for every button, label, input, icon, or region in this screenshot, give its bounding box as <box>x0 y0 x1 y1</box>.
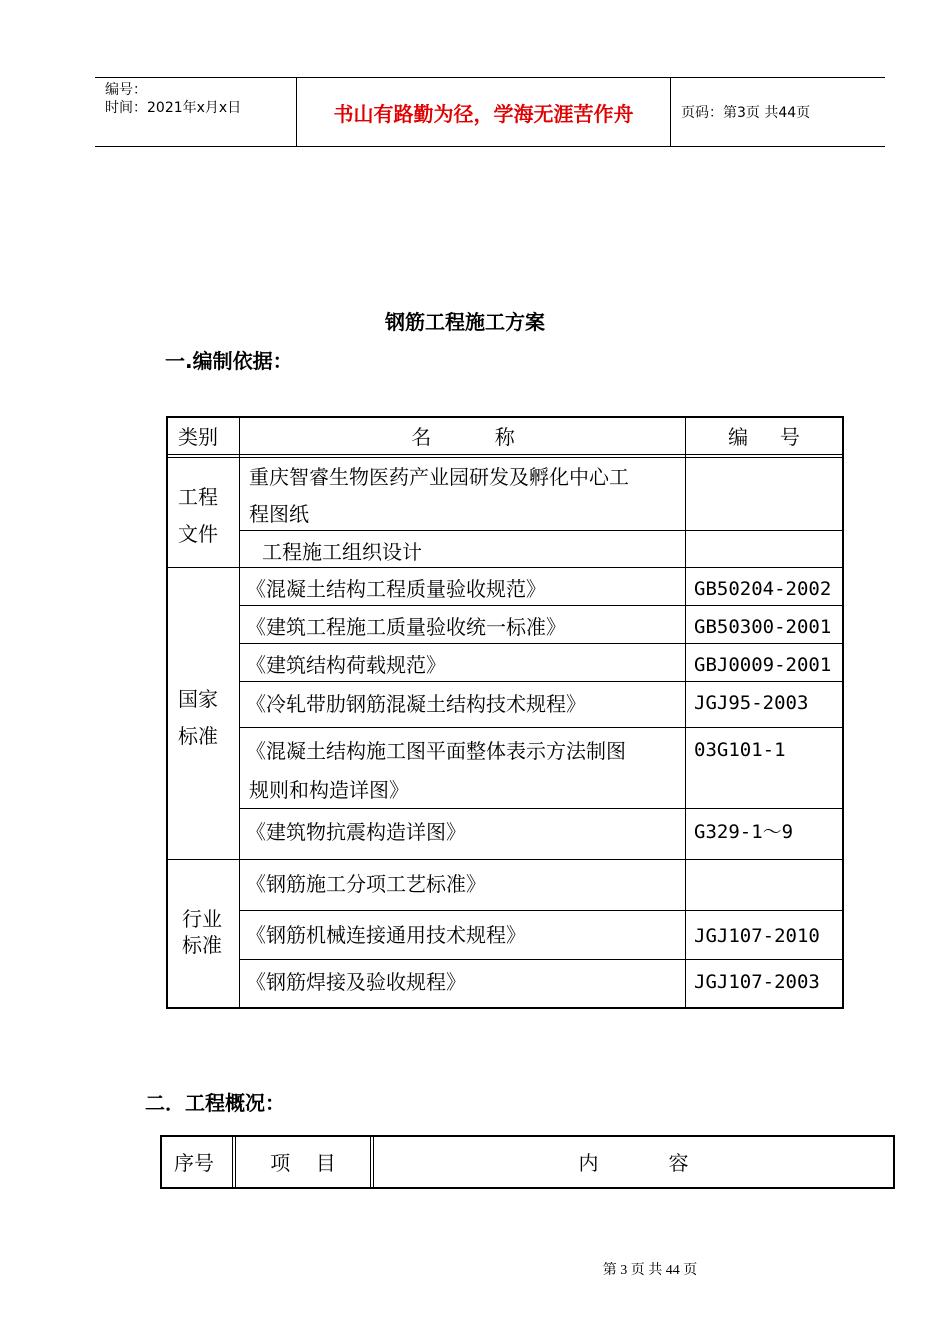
row-code: JGJ95-2003 <box>694 692 809 714</box>
row-name: 《钢筋焊接及验收规程》 <box>246 970 466 994</box>
table-divider <box>685 418 686 1007</box>
row-code: GB50204-2002 <box>694 578 832 600</box>
motto-text: 书山有路勤为径，学海无涯苦作舟 <box>333 101 634 126</box>
row-name: 《钢筋机械连接通用技术规程》 <box>246 923 526 947</box>
row-name: 工程施工组织设计 <box>262 540 422 564</box>
header-motto-cell <box>297 78 671 146</box>
row-name: 规则和构造详图》 <box>249 778 409 802</box>
row-code: JGJ107-2010 <box>694 925 820 947</box>
row-name: 《混凝土结构工程质量验收规范》 <box>246 577 546 601</box>
document-time-label: 时间：2021年x月x日 <box>105 100 242 116</box>
table-divider <box>240 959 842 960</box>
overview-header-item: 项 目 <box>270 1151 336 1175</box>
section2-heading: 二．工程概况： <box>145 1091 285 1115</box>
table-divider <box>240 910 842 911</box>
header-meta-cell <box>95 78 297 146</box>
header-category: 类别 <box>178 425 218 449</box>
row-code: 03G101-1 <box>694 739 786 761</box>
document-number-label: 编号： <box>105 82 147 98</box>
row-name: 《建筑工程施工质量验收统一标准》 <box>246 615 566 639</box>
header-page-info: 页码：第3页 共44页 <box>681 105 811 121</box>
category-label: 文件 <box>178 522 218 546</box>
row-code: G329-1～9 <box>694 821 794 843</box>
category-label: 工程 <box>178 485 218 509</box>
overview-header-content: 内 容 <box>578 1151 689 1175</box>
row-code: GBJ0009-2001 <box>694 654 832 676</box>
page-footer <box>0 1259 950 1279</box>
table-divider <box>239 418 240 1007</box>
footer-page-number: 第 3 页 共 44 页 <box>602 1263 698 1278</box>
header-name: 名 称 <box>411 425 515 449</box>
category-label: 标准 <box>178 724 218 748</box>
overview-table <box>160 1135 895 1189</box>
page-header <box>95 77 885 147</box>
table-divider <box>168 859 842 860</box>
row-name: 《钢筋施工分项工艺标准》 <box>246 872 486 896</box>
document-title: 钢筋工程施工方案 <box>385 310 545 334</box>
header-code: 编 号 <box>728 425 800 449</box>
category-label: 国家 <box>178 687 218 711</box>
row-name: 《混凝土结构施工图平面整体表示方法制图 <box>246 739 626 763</box>
row-name: 程图纸 <box>249 502 309 526</box>
row-code: JGJ107-2003 <box>694 971 820 993</box>
section1-heading: 一.编制依据： <box>165 349 293 373</box>
table-divider <box>232 1137 233 1187</box>
overview-header-index: 序号 <box>174 1151 214 1175</box>
header-page-cell <box>671 78 885 146</box>
row-name: 《建筑结构荷载规范》 <box>246 653 446 677</box>
table-divider <box>370 1137 371 1187</box>
row-name: 重庆智睿生物医药产业园研发及孵化中心工 <box>249 465 629 489</box>
table-divider <box>240 530 842 531</box>
table-divider <box>240 727 842 728</box>
row-name: 《冷轧带肋钢筋混凝土结构技术规程》 <box>246 692 586 716</box>
row-name: 《建筑物抗震构造详图》 <box>246 820 466 844</box>
row-code: GB50300-2001 <box>694 616 832 638</box>
basis-table <box>166 416 844 1009</box>
category-label: 行业 <box>182 907 222 931</box>
category-label: 标准 <box>182 933 222 957</box>
